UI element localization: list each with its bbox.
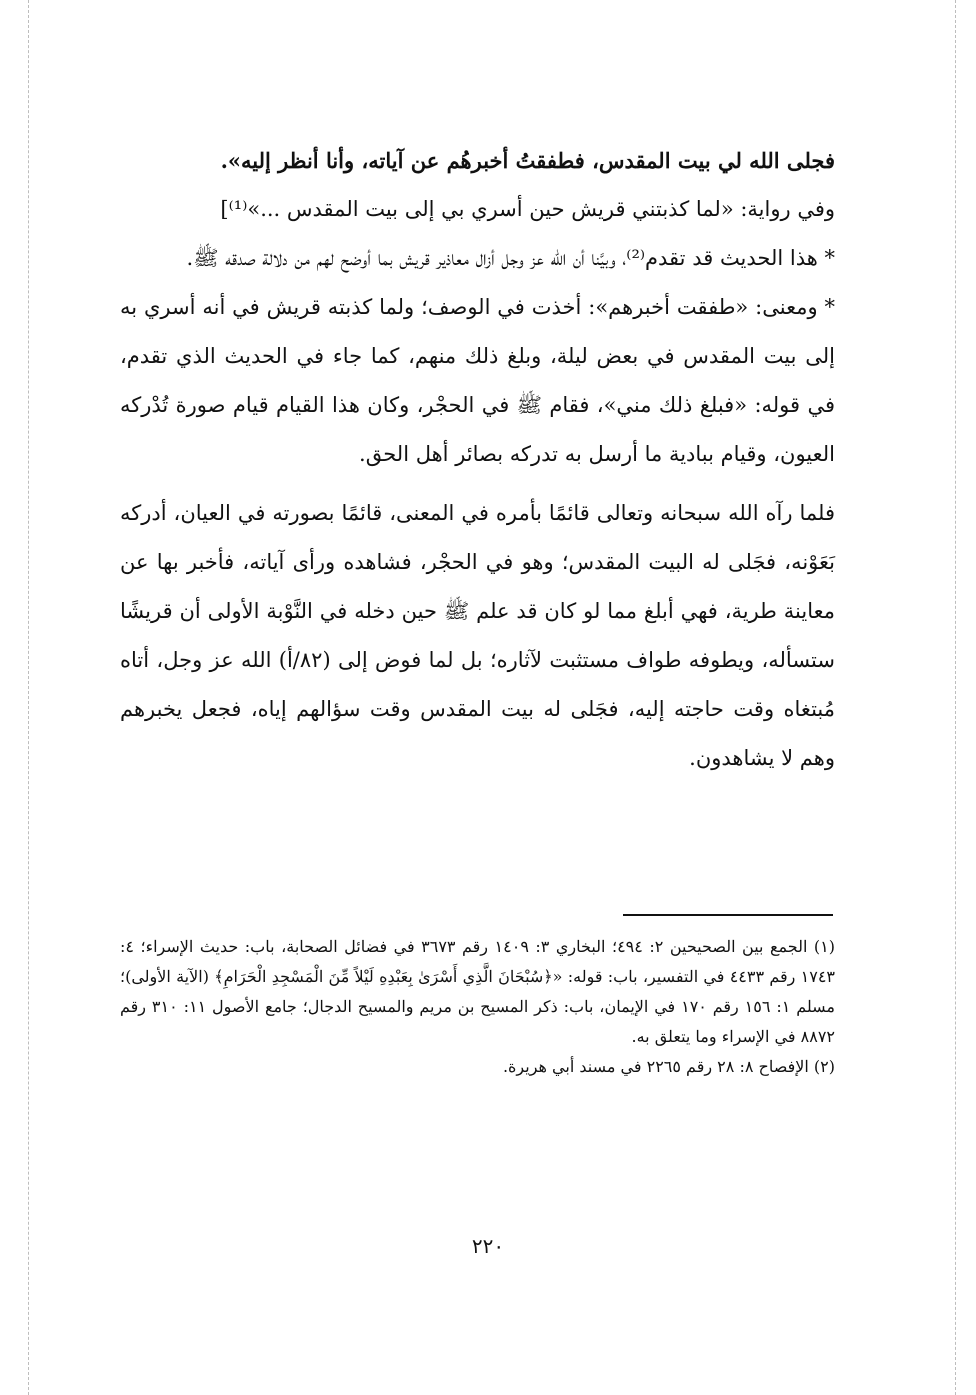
paragraph-meaning: * ومعنى: «طفقت أخبرهم»: أخذت في الوصف؛ ولما كذبته قريش في أنه أسري به إلى بيت المقدس في بعض ليلة، وبلغ ذلك منهم، كما جاء في الحديث الذي تقدم، في قوله: «فبلغ ذلك مني»، فقام ﷺ في الحجْر، وكان هذا القيام قيام صورة تُدْركه العيون، وقيام ببادية ما أرسل به تدركه بصائر أهل الحق. — [120, 295, 835, 466]
footnotes — [120, 932, 835, 1082]
scan-margin-line-left — [28, 0, 29, 1395]
footnote-2: (٢) الإفصاح ٨: ٢٨ رقم ٢٢٦٥ في مسند أبي هريرة. — [502, 1057, 835, 1076]
paragraph-commentary: * هذا الحديث قد تقدم⁽²⁾، وبيَّنا أن الله عز وجل أزال معاذير قريش بما أوضح لهم من دلالة صدقه ﷺ. — [186, 246, 835, 270]
page-number: ٢٢٠ — [471, 1234, 505, 1258]
footnote-separator — [623, 914, 833, 916]
paragraph-explanation: فلما رآه الله سبحانه وتعالى قائمًا بأمره في المعنى، قائمًا بصورته في العيان، أدركه بَعَوْنه، فجَلى له البيت المقدس؛ وهو في الحجْر، فشاهده ورأى آياته، فأخبر بها عن معاينة طرية، فهي أبلغ مما لو كان قد علم ﷺ حين دخله في النَّوْبة الأولى أن قريشًا ستسأله، ويطوفه طواف مستثبت لآثاره؛ بل لما فوض إلى (٨٢/أ) الله عز وجل، أتاه مُبتغاه وقت حاجته إليه، فجَلى له بيت المقدس وقت سؤالهم إياه، فجعل يخبرهم وهم لا يشاهدون. — [120, 501, 835, 770]
scan-margin-line-right — [955, 0, 956, 1395]
hadith-closing-line: فجلى الله لي بيت المقدس، فطفقتُ أخبرهُم عن آياته، وأنا أنظر إليه». — [220, 148, 835, 173]
narration-variant-line: وفي رواية: «لما كذبتني قريش حين أسري بي إلى بيت المقدس ...»⁽¹⁾] — [220, 197, 835, 221]
footnote-1: (١) الجمع بين الصحيحين ٢: ٤٩٤؛ البخاري ٣: ١٤٠٩ رقم ٣٦٧٣ في فضائل الصحابة، باب: حديث الإسراء؛ ٤: ١٧٤٣ رقم ٤٤٣٣ في التفسير، باب: قوله: «﴿سُبْحَانَ الَّذِي أَسْرَىٰ بِعَبْدِهِ لَيْلاً مِّنَ الْمَسْجِدِ الْحَرَامِ﴾ (الآية الأولى)؛ مسلم ١: ١٥٦ رقم ١٧٠ في الإيمان، باب: ذكر المسيح بن مريم والمسيح الدجال؛ جامع الأصول ١١: ٣١٠ رقم ٨٨٧٢ في الإسراء وما يتعلق به. — [120, 937, 836, 1046]
main-text — [120, 136, 835, 783]
